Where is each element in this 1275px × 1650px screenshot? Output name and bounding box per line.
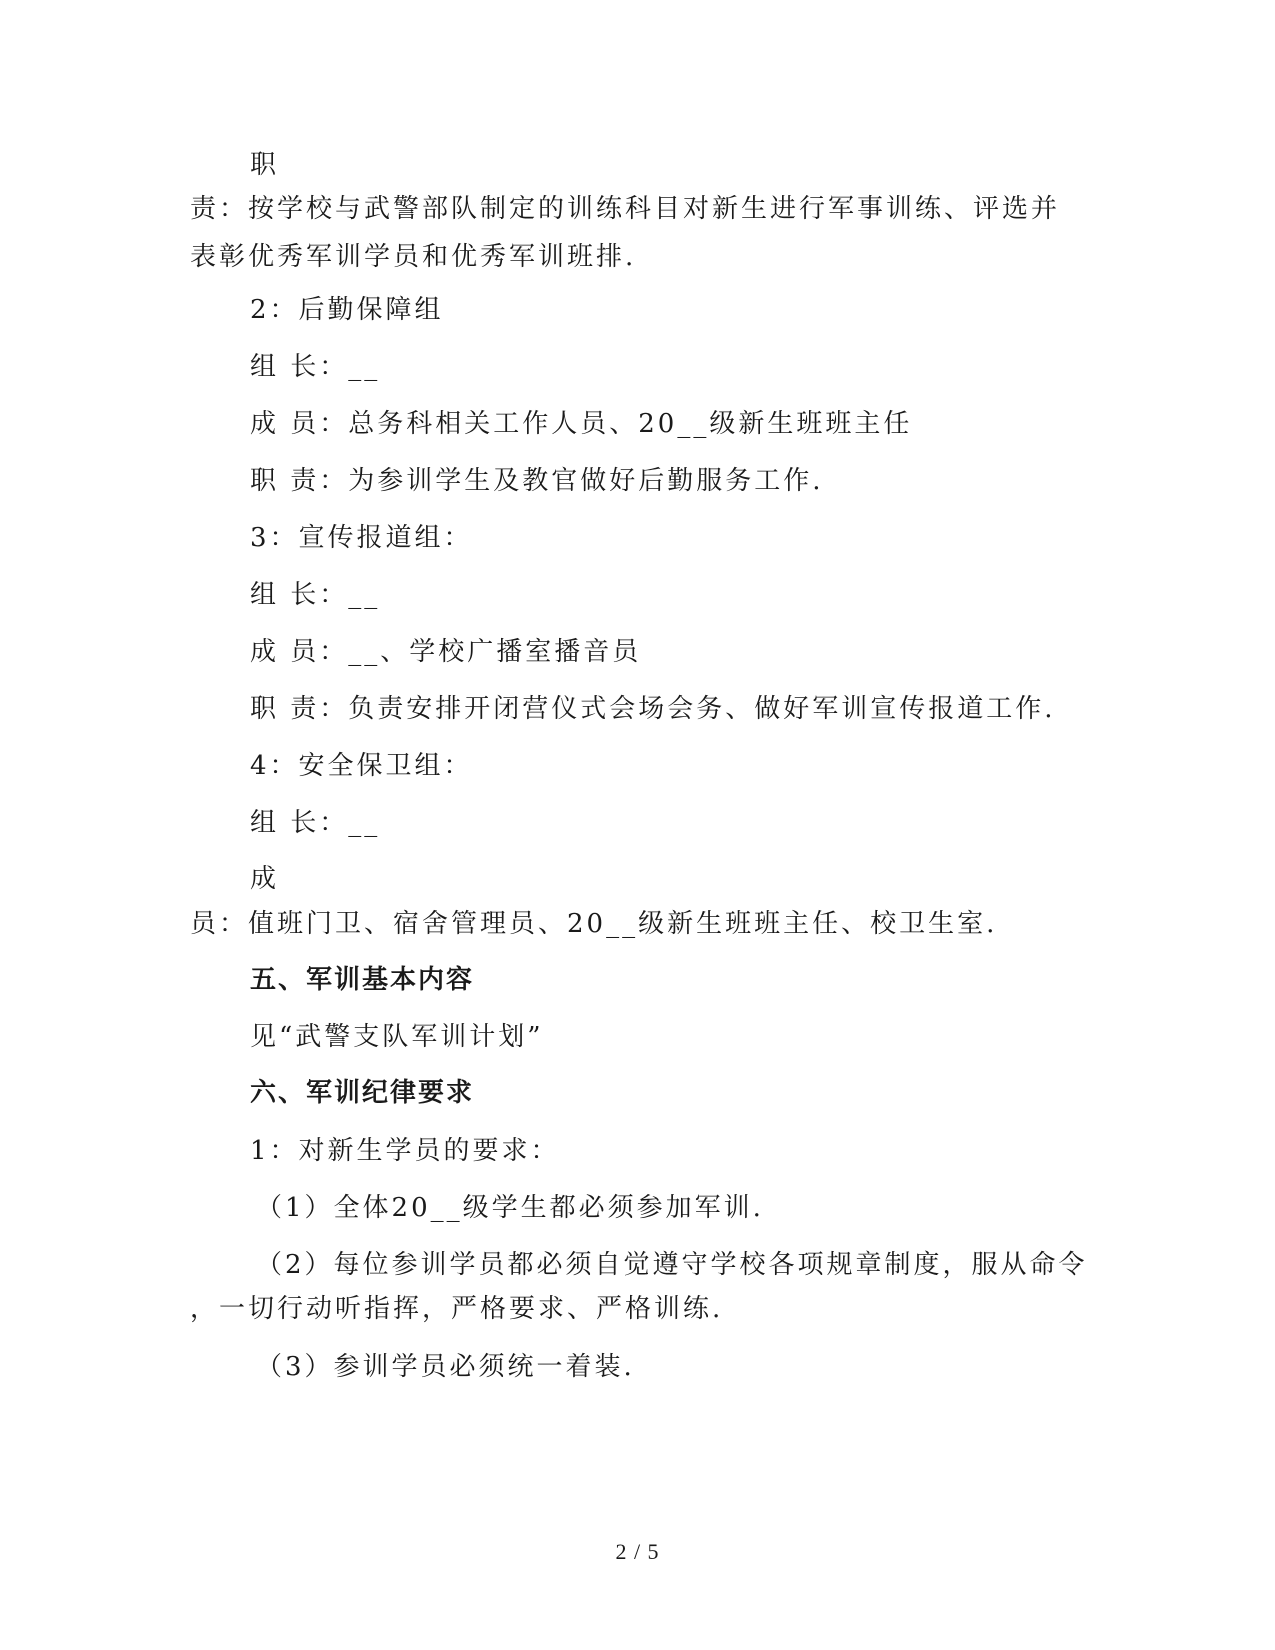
text-line: 4：安全保卫组： <box>250 751 473 781</box>
text-line: 1：对新生学员的要求： <box>250 1136 560 1166</box>
page-number: 2 / 5 <box>615 1539 660 1564</box>
text-line: 责：按学校与武警部队制定的训练科目对新生进行军事训练、评选并 <box>190 194 1061 224</box>
text-line: 见“武警支队军训计划” <box>250 1022 544 1052</box>
text-line: 成 员：总务科相关工作人员、20__级新生班班主任 <box>250 409 913 439</box>
text-line: （1）全体20__级学生都必须参加军训. <box>256 1193 764 1223</box>
section-heading: 六、军训纪律要求 <box>250 1078 475 1108</box>
text-line: 职 责：为参训学生及教官做好后勤服务工作. <box>250 466 824 496</box>
section-heading: 五、军训基本内容 <box>250 965 475 995</box>
text-line: 职 <box>250 150 280 180</box>
text-line: 组 长：__ <box>250 580 381 610</box>
text-line: 2：后勤保障组 <box>250 295 444 325</box>
text-line: 3：宣传报道组： <box>250 523 473 553</box>
text-line: 员：值班门卫、宿舍管理员、20__级新生班班主任、校卫生室. <box>190 909 998 939</box>
text-line: ，一切行动听指挥，严格要求、严格训练. <box>190 1294 724 1324</box>
text-line: 组 长：__ <box>250 808 381 838</box>
text-line: 职 责：负责安排开闭营仪式会场会务、做好军训宣传报道工作. <box>250 694 1056 724</box>
text-line: （3）参训学员必须统一着装. <box>256 1352 635 1382</box>
text-line: （2）每位参训学员都必须自觉遵守学校各项规章制度，服从命令 <box>256 1250 1088 1280</box>
text-line: 成 员：__、学校广播室播音员 <box>250 637 642 667</box>
text-line: 组 长：__ <box>250 352 381 382</box>
text-line: 成 <box>250 864 280 894</box>
text-line: 表彰优秀军训学员和优秀军训班排. <box>190 242 637 272</box>
